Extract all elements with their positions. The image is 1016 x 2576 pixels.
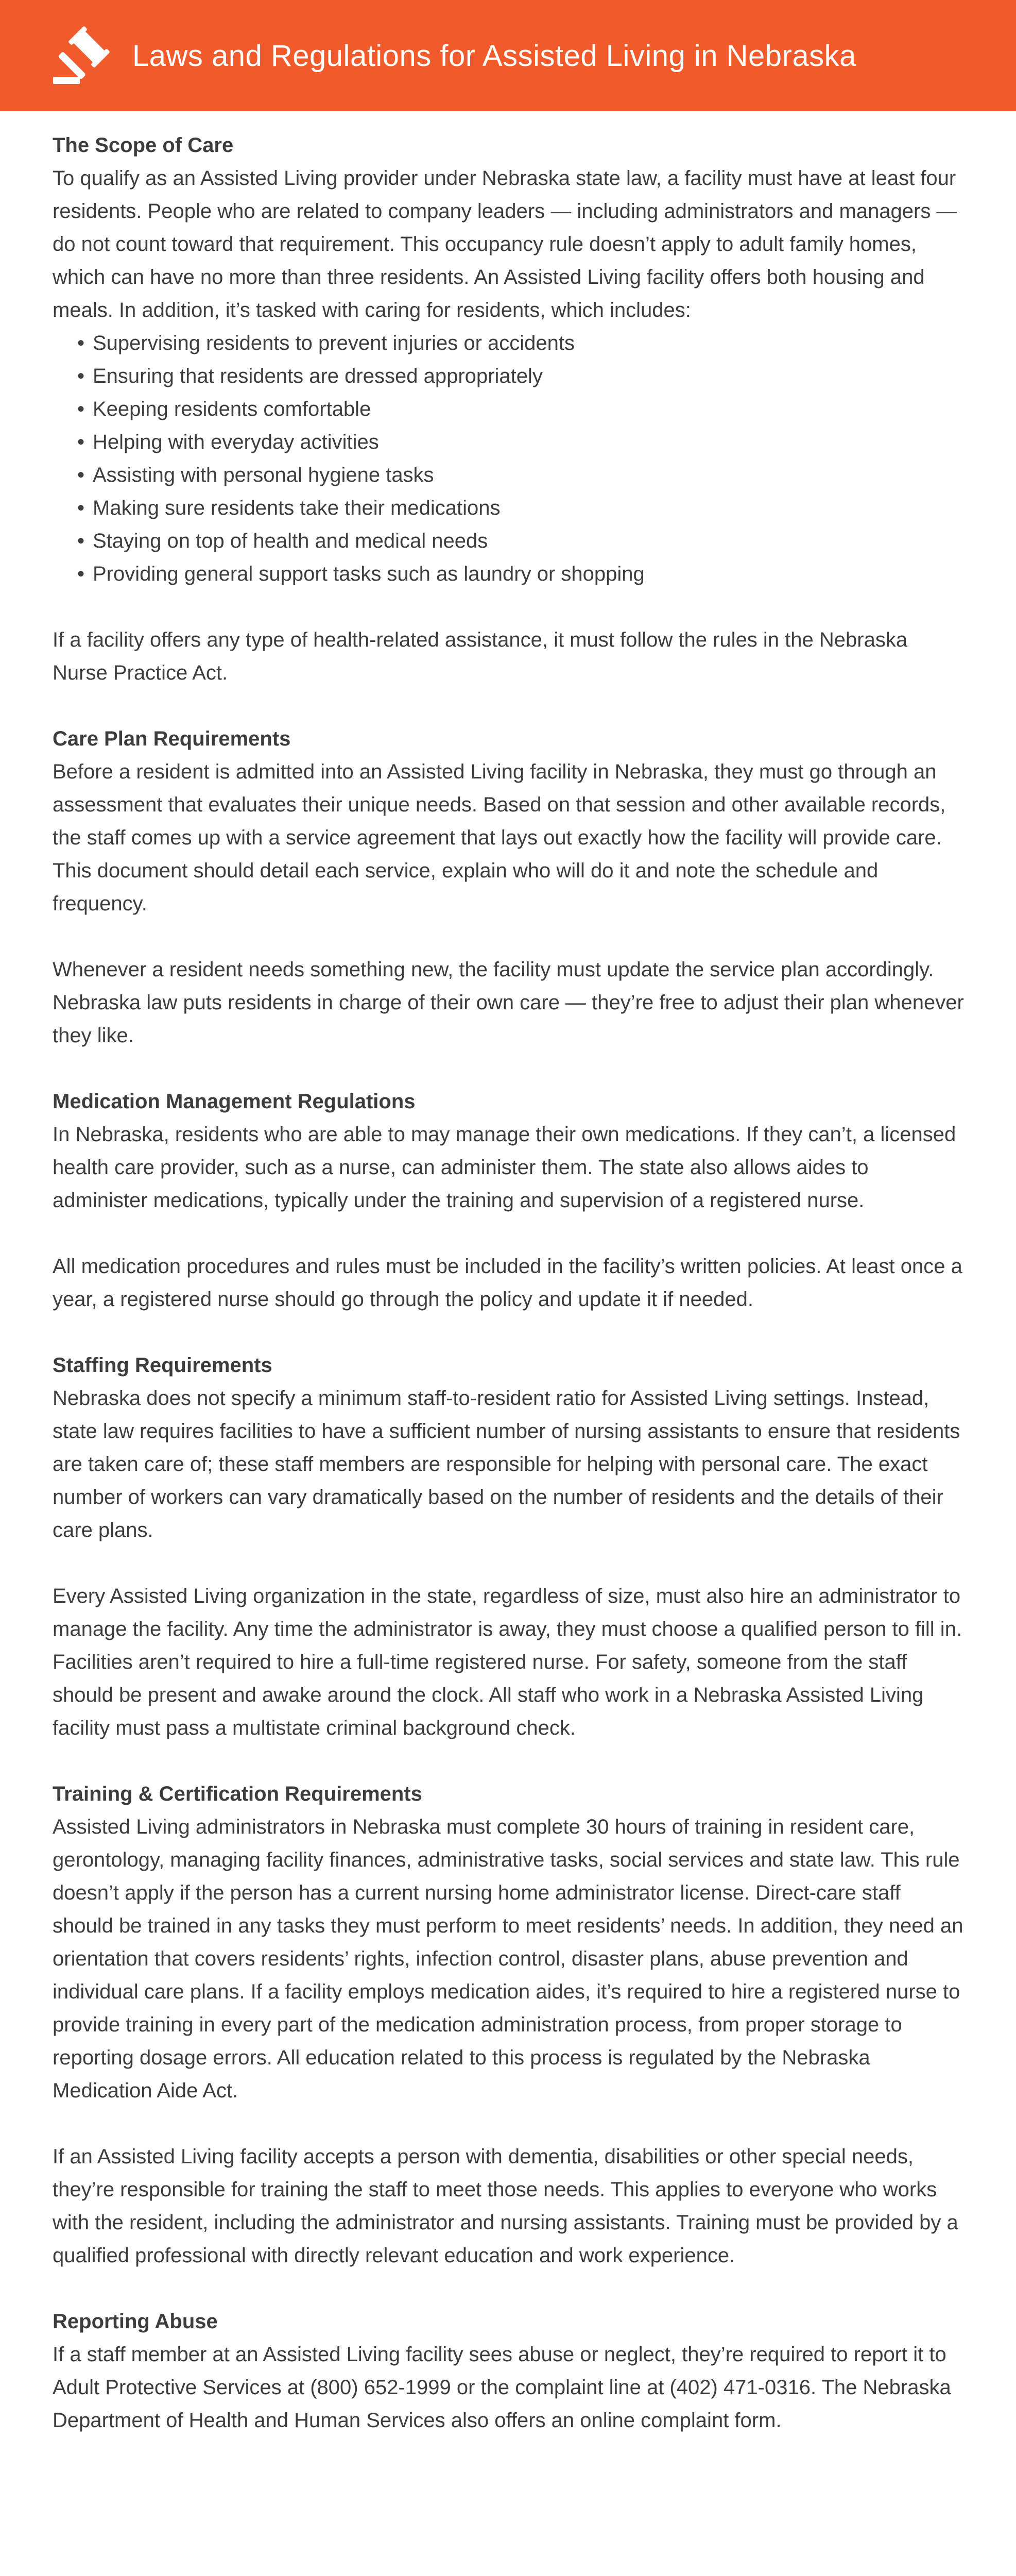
paragraph: To qualify as an Assisted Living provider under Nebraska state law, a facility must have at least four residents. People who are related to company leaders — including administrators and managers — do not count toward that requirement. This occupancy rule doesn’t apply to adult family homes, which can have no more than three residents. An Assisted Living facility offers both housing and meals. In addition, it’s tasked with caring for residents, which includes:: [53, 167, 957, 321]
list-item: • Making sure residents take their medications: [77, 492, 965, 524]
section-training: [53, 1777, 965, 2272]
paragraph: If a facility offers any type of health-related assistance, it must follow the rules in the Nebraska Nurse Practice Act.: [53, 629, 908, 684]
section-heading: Staffing Requirements: [53, 1354, 272, 1377]
paragraph: If a staff member at an Assisted Living facility sees abuse or neglect, they’re required to report it to Adult Protective Services at (800) 652-1999 or the complaint line at (402) 471-0316. The Nebraska Department of Health and Human Services also offers an online complaint form.: [53, 2343, 951, 2432]
section-heading: Care Plan Requirements: [53, 727, 291, 750]
section-heading: Reporting Abuse: [53, 2310, 218, 2333]
paragraph: Before a resident is admitted into an Assisted Living facility in Nebraska, they must go through an assessment that evaluates their unique needs. Based on that session and other available records, the staff comes up with a service agreement that lays out exactly how the facility will provide care. This document should detail each service, explain who will do it and note the schedule and frequency.: [53, 760, 946, 915]
list-item: • Assisting with personal hygiene tasks: [77, 459, 965, 492]
paragraph: Every Assisted Living organization in the state, regardless of size, must also hire an administrator to manage the facility. Any time the administrator is away, they must choose a qualified person to fill in. Facilities aren’t required to hire a full-time registered nurse. For safety, someone from the staff should be present and awake around the clock. All staff who work in a Nebraska Assisted Living facility must pass a multistate criminal background check.: [53, 1585, 962, 1739]
list-item: • Keeping residents comfortable: [77, 393, 965, 426]
page-header: [0, 0, 1016, 111]
section-heading: Training & Certification Requirements: [53, 1783, 422, 1805]
article-body: [0, 111, 1016, 2437]
section-staffing: [53, 1349, 965, 1744]
care-duties-list: [53, 327, 965, 590]
section-heading: Medication Management Regulations: [53, 1090, 416, 1113]
paragraph: Assisted Living administrators in Nebraska must complete 30 hours of training in resident care, gerontology, managing facility finances, administrative tasks, social services and state law. This rule doesn’t apply if the person has a current nursing home administrator license. Direct-care staff should be trained in any tasks they must perform to meet residents’ needs. In addition, they need an orientation that covers residents’ rights, infection control, disaster plans, abuse prevention and individual care plans. If a facility employs medication aides, it’s required to hire a registered nurse to provide training in every part of the medication administration process, from proper storage to reporting dosage errors. All education related to this process is regulated by the Nebraska Medication Aide Act.: [53, 1816, 963, 2102]
section-heading: The Scope of Care: [53, 134, 234, 157]
list-item: • Ensuring that residents are dressed appropriately: [77, 360, 965, 393]
paragraph: All medication procedures and rules must be included in the facility’s written policies. At least once a year, a registered nurse should go through the policy and update it if needed.: [53, 1255, 962, 1311]
list-item: • Providing general support tasks such as laundry or shopping: [77, 557, 965, 590]
section-medication: [53, 1085, 965, 1316]
scope-intro-block: [53, 162, 965, 590]
list-item: • Supervising residents to prevent injuries or accidents: [77, 327, 965, 360]
list-item: • Staying on top of health and medical needs: [77, 524, 965, 557]
section-reporting-abuse: [53, 2305, 965, 2437]
section-care-plan: [53, 722, 965, 1052]
paragraph: Whenever a resident needs something new, the facility must update the service plan accordingly. Nebraska law puts residents in charge of their own care — they’re free to adjust their plan whenever they like.: [53, 958, 964, 1047]
paragraph: Nebraska does not specify a minimum staff-to-resident ratio for Assisted Living settings. Instead, state law requires facilities to have a sufficient number of nursing assistants to ensure that residents are taken care of; these staff members are responsible for helping with personal care. The exact number of workers can vary dramatically based on the number of residents and the details of their care plans.: [53, 1387, 960, 1541]
paragraph: In Nebraska, residents who are able to may manage their own medications. If they can’t, a licensed health care provider, such as a nurse, can administer them. The state also allows aides to administer medications, typically under the training and supervision of a registered nurse.: [53, 1123, 956, 1212]
section-scope-of-care: [53, 129, 965, 689]
paragraph: If an Assisted Living facility accepts a person with dementia, disabilities or other special needs, they’re responsible for training the staff to meet those needs. This applies to everyone who works with the resident, including the administrator and nursing assistants. Training must be provided by a qualified professional with directly relevant education and work experience.: [53, 2145, 958, 2267]
page-title: Laws and Regulations for Assisted Living in Nebraska: [132, 39, 856, 73]
list-item: • Helping with everyday activities: [77, 426, 965, 459]
gavel-icon: [49, 23, 114, 88]
